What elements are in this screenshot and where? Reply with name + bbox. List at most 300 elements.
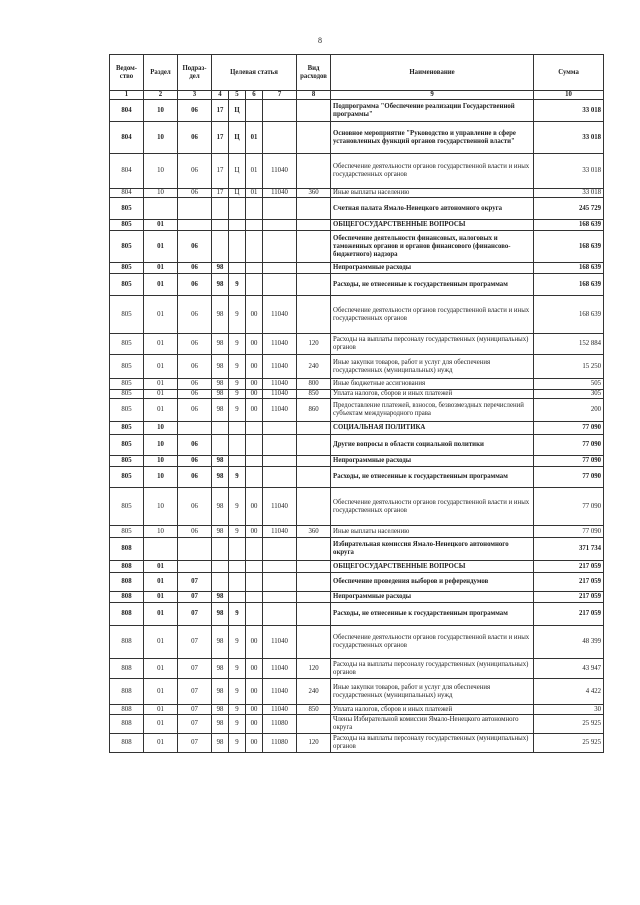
target-article-cell [246,456,263,467]
vedomstvo-cell: 805 [110,456,144,467]
expense-type-cell: 360 [297,189,331,198]
podrazdel-cell: 06 [178,399,212,422]
vedomstvo-cell: 805 [110,355,144,379]
target-article-cell [263,456,297,467]
table-row [110,379,604,390]
expense-type-cell [297,296,331,334]
target-article-cell: 17 [212,189,229,198]
target-article-cell: 98 [212,467,229,488]
expense-type-cell: 860 [297,399,331,422]
table-row [110,734,604,753]
vedomstvo-cell: 805 [110,422,144,435]
razdel-cell: 10 [144,189,178,198]
sum-cell: 168 639 [534,296,604,334]
razdel-cell: 01 [144,399,178,422]
vedomstvo-cell: 808 [110,679,144,705]
name-cell: Предоставление платежей, взносов, безвозмездных перечислений субъектам международного права [331,399,534,422]
target-article-cell: 98 [212,705,229,715]
column-number: 5 [229,91,246,100]
razdel-cell [144,198,178,220]
target-article-cell [212,538,229,561]
target-article-cell [263,467,297,488]
expense-type-cell [297,456,331,467]
target-article-cell: 98 [212,734,229,753]
table-row [110,526,604,538]
table-row [110,435,604,456]
table-row [110,456,604,467]
sum-cell: 77 090 [534,488,604,526]
expense-type-cell [297,274,331,296]
sum-cell: 33 018 [534,122,604,154]
table-row [110,573,604,592]
target-article-cell [263,274,297,296]
target-article-cell: 98 [212,274,229,296]
target-article-cell: 11080 [263,715,297,734]
target-article-cell: 11040 [263,189,297,198]
sum-cell: 43 947 [534,659,604,679]
target-article-cell: 11040 [263,705,297,715]
target-article-cell: 98 [212,659,229,679]
target-article-cell: 98 [212,456,229,467]
razdel-cell: 10 [144,100,178,122]
target-article-cell: 00 [246,715,263,734]
podrazdel-cell: 06 [178,467,212,488]
target-article-cell: 11040 [263,334,297,355]
sum-cell: 245 729 [534,198,604,220]
target-article-cell [229,231,246,263]
target-article-cell: 98 [212,679,229,705]
target-article-cell [263,100,297,122]
podrazdel-cell [178,538,212,561]
name-cell: Обеспечение деятельности органов государственной власти и иных государственных органов [331,626,534,659]
target-article-cell [246,467,263,488]
target-article-cell: 00 [246,334,263,355]
table-row [110,715,604,734]
expense-type-cell [297,626,331,659]
table-row [110,603,604,626]
target-article-cell [263,231,297,263]
target-article-cell: 98 [212,399,229,422]
table-row [110,705,604,715]
podrazdel-cell: 07 [178,603,212,626]
target-article-cell: 98 [212,526,229,538]
column-number: 6 [246,91,263,100]
podrazdel-cell: 06 [178,456,212,467]
target-article-cell: 98 [212,715,229,734]
target-article-cell [229,561,246,573]
name-cell: Подпрограмма "Обеспечение реализации Государственной программы" [331,100,534,122]
razdel-cell: 01 [144,715,178,734]
table-row [110,154,604,189]
razdel-cell: 01 [144,263,178,274]
name-cell: Обеспечение деятельности органов государственной власти и иных государственных органов [331,296,534,334]
column-number: 10 [534,91,604,100]
table-row [110,399,604,422]
header-vedomstvo: Ведом-ство [110,55,144,91]
podrazdel-cell: 07 [178,715,212,734]
table-row [110,488,604,526]
razdel-cell: 01 [144,592,178,603]
sum-cell: 77 090 [534,456,604,467]
sum-cell: 305 [534,390,604,399]
podrazdel-cell: 06 [178,435,212,456]
name-cell: Расходы на выплаты персоналу государственных (муниципальных) органов [331,734,534,753]
podrazdel-cell: 06 [178,189,212,198]
target-article-cell: 01 [246,189,263,198]
expense-type-cell: 120 [297,734,331,753]
target-article-cell: 98 [212,379,229,390]
razdel-cell: 01 [144,231,178,263]
table-row [110,538,604,561]
target-article-cell: 98 [212,592,229,603]
target-article-cell [212,220,229,231]
target-article-cell [212,231,229,263]
vedomstvo-cell: 805 [110,220,144,231]
name-cell: Непрограммные расходы [331,456,534,467]
target-article-cell [229,263,246,274]
expense-type-cell [297,435,331,456]
podrazdel-cell: 06 [178,274,212,296]
razdel-cell: 01 [144,734,178,753]
sum-cell: 33 018 [534,189,604,198]
target-article-cell: 9 [229,488,246,526]
target-article-cell: 9 [229,526,246,538]
target-article-cell: Ц [229,100,246,122]
sum-cell: 200 [534,399,604,422]
target-article-cell [229,573,246,592]
target-article-cell: 00 [246,679,263,705]
target-article-cell [229,220,246,231]
target-article-cell: 17 [212,154,229,189]
razdel-cell: 01 [144,679,178,705]
column-number: 4 [212,91,229,100]
target-article-cell [212,573,229,592]
razdel-cell: 01 [144,659,178,679]
target-article-cell [263,538,297,561]
expense-type-cell [297,154,331,189]
target-article-cell: 9 [229,679,246,705]
target-article-cell: 98 [212,488,229,526]
sum-cell: 505 [534,379,604,390]
sum-cell: 217 059 [534,592,604,603]
table-row [110,122,604,154]
expense-type-cell: 850 [297,390,331,399]
razdel-cell: 01 [144,390,178,399]
vedomstvo-cell: 808 [110,626,144,659]
vedomstvo-cell: 805 [110,334,144,355]
sum-cell: 168 639 [534,274,604,296]
podrazdel-cell: 06 [178,154,212,189]
name-cell: Члены Избирательной комиссии Ямало-Ненецкого автономного округа [331,715,534,734]
target-article-cell [246,592,263,603]
target-article-cell: 98 [212,390,229,399]
column-number-row [110,91,604,100]
sum-cell: 168 639 [534,263,604,274]
expense-type-cell [297,231,331,263]
name-cell: Иные выплаты населению [331,189,534,198]
razdel-cell: 10 [144,154,178,189]
name-cell: Расходы на выплаты персоналу государственных (муниципальных) органов [331,659,534,679]
page-number: 8 [318,36,322,45]
vedomstvo-cell: 805 [110,435,144,456]
target-article-cell [263,435,297,456]
target-article-cell: 9 [229,379,246,390]
target-article-cell: 11040 [263,488,297,526]
vedomstvo-cell: 808 [110,659,144,679]
target-article-cell: 17 [212,100,229,122]
target-article-cell: 9 [229,734,246,753]
name-cell: ОБЩЕГОСУДАРСТВЕННЫЕ ВОПРОСЫ [331,561,534,573]
vedomstvo-cell: 805 [110,263,144,274]
razdel-cell: 10 [144,456,178,467]
name-cell: Уплата налогов, сборов и иных платежей [331,705,534,715]
target-article-cell [246,231,263,263]
podrazdel-cell: 06 [178,296,212,334]
razdel-cell: 01 [144,220,178,231]
vedomstvo-cell: 805 [110,526,144,538]
column-number: 7 [263,91,297,100]
target-article-cell: 17 [212,122,229,154]
header-row [110,55,604,91]
razdel-cell: 10 [144,422,178,435]
sum-cell: 77 090 [534,526,604,538]
target-article-cell [246,573,263,592]
sum-cell: 168 639 [534,220,604,231]
name-cell: Расходы, не отнесенные к государственным программам [331,467,534,488]
expense-type-cell: 360 [297,526,331,538]
target-article-cell: 00 [246,390,263,399]
expense-type-cell [297,422,331,435]
name-cell: Иные выплаты населению [331,526,534,538]
name-cell: Обеспечение деятельности органов государственной власти и иных государственных органов [331,488,534,526]
sum-cell: 77 090 [534,467,604,488]
header-sum: Сумма [534,55,604,91]
razdel-cell: 01 [144,573,178,592]
table-row [110,100,604,122]
budget-table [109,54,604,753]
sum-cell: 48 399 [534,626,604,659]
podrazdel-cell [178,561,212,573]
expense-type-cell: 240 [297,679,331,705]
sum-cell: 33 018 [534,154,604,189]
target-article-cell: 01 [246,122,263,154]
table-row [110,274,604,296]
name-cell: Непрограммные расходы [331,263,534,274]
table-row [110,422,604,435]
table-row [110,355,604,379]
sum-cell: 25 925 [534,715,604,734]
sum-cell: 371 734 [534,538,604,561]
target-article-cell [263,573,297,592]
podrazdel-cell: 06 [178,231,212,263]
target-article-cell: Ц [229,189,246,198]
podrazdel-cell: 06 [178,122,212,154]
target-article-cell: 11040 [263,379,297,390]
target-article-cell: 00 [246,659,263,679]
vedomstvo-cell: 805 [110,296,144,334]
expense-type-cell [297,100,331,122]
target-article-cell [212,435,229,456]
target-article-cell [229,538,246,561]
table-row [110,390,604,399]
vedomstvo-cell: 805 [110,274,144,296]
target-article-cell: 01 [246,154,263,189]
target-article-cell [263,603,297,626]
razdel-cell: 01 [144,603,178,626]
target-article-cell: 9 [229,390,246,399]
expense-type-cell [297,715,331,734]
razdel-cell: 10 [144,467,178,488]
sum-cell: 217 059 [534,603,604,626]
table-row [110,592,604,603]
expense-type-cell: 120 [297,659,331,679]
expense-type-cell: 850 [297,705,331,715]
target-article-cell [212,561,229,573]
expense-type-cell [297,561,331,573]
target-article-cell [246,561,263,573]
target-article-cell [212,198,229,220]
column-number: 9 [331,91,534,100]
target-article-cell [246,435,263,456]
name-cell: Иные бюджетные ассигнования [331,379,534,390]
vedomstvo-cell: 805 [110,390,144,399]
podrazdel-cell: 07 [178,679,212,705]
vedomstvo-cell: 805 [110,467,144,488]
vedomstvo-cell: 804 [110,122,144,154]
razdel-cell: 10 [144,435,178,456]
sum-cell: 77 090 [534,422,604,435]
target-article-cell [263,263,297,274]
table-row [110,561,604,573]
expense-type-cell [297,122,331,154]
target-article-cell [229,198,246,220]
target-article-cell: 9 [229,659,246,679]
table-row [110,296,604,334]
table-row [110,263,604,274]
vedomstvo-cell: 804 [110,100,144,122]
target-article-cell: 11040 [263,659,297,679]
razdel-cell: 01 [144,626,178,659]
podrazdel-cell: 06 [178,488,212,526]
podrazdel-cell: 07 [178,573,212,592]
razdel-cell: 10 [144,122,178,154]
razdel-cell: 01 [144,334,178,355]
target-article-cell: 98 [212,603,229,626]
name-cell: Непрограммные расходы [331,592,534,603]
sum-cell: 168 639 [534,231,604,263]
target-article-cell: 9 [229,626,246,659]
expense-type-cell [297,592,331,603]
target-article-cell: 00 [246,399,263,422]
podrazdel-cell: 07 [178,592,212,603]
podrazdel-cell [178,220,212,231]
target-article-cell: 11040 [263,399,297,422]
vedomstvo-cell: 808 [110,573,144,592]
podrazdel-cell: 06 [178,526,212,538]
target-article-cell: 11040 [263,355,297,379]
target-article-cell [263,198,297,220]
target-article-cell: 00 [246,734,263,753]
target-article-cell: 98 [212,334,229,355]
sum-cell: 77 090 [534,435,604,456]
name-cell: Расходы, не отнесенные к государственным программам [331,274,534,296]
target-article-cell [246,274,263,296]
target-article-cell: 9 [229,334,246,355]
name-cell: Обеспечение деятельности финансовых, налоговых и таможенных органов и органов финансового (финансово-бюджетного) надзора [331,231,534,263]
target-article-cell: 98 [212,263,229,274]
vedomstvo-cell: 808 [110,592,144,603]
podrazdel-cell [178,198,212,220]
target-article-cell: 11040 [263,154,297,189]
target-article-cell: 11040 [263,626,297,659]
sum-cell: 30 [534,705,604,715]
target-article-cell [246,100,263,122]
target-article-cell [212,422,229,435]
target-article-cell: 9 [229,296,246,334]
header-podrazdel: Подраз-дел [178,55,212,91]
expense-type-cell [297,573,331,592]
header-razdel: Раздел [144,55,178,91]
target-article-cell: 9 [229,603,246,626]
podrazdel-cell: 07 [178,734,212,753]
column-number: 1 [110,91,144,100]
expense-type-cell [297,603,331,626]
vedomstvo-cell: 805 [110,198,144,220]
target-article-cell [246,538,263,561]
target-article-cell: 9 [229,467,246,488]
target-article-cell: 11040 [263,390,297,399]
target-article-cell [263,592,297,603]
name-cell: Расходы, не отнесенные к государственным программам [331,603,534,626]
vedomstvo-cell: 808 [110,538,144,561]
expense-type-cell [297,467,331,488]
podrazdel-cell: 06 [178,379,212,390]
column-number: 8 [297,91,331,100]
vedomstvo-cell: 808 [110,603,144,626]
name-cell: Основное мероприятие "Руководство и управление в сфере установленных функций органов государственной власти" [331,122,534,154]
name-cell: Уплата налогов, сборов и иных платежей [331,390,534,399]
expense-type-cell: 120 [297,334,331,355]
name-cell: Другие вопросы в области социальной политики [331,435,534,456]
name-cell: ОБЩЕГОСУДАРСТВЕННЫЕ ВОПРОСЫ [331,220,534,231]
header-target-article: Целевая статья [212,55,297,91]
target-article-cell [263,422,297,435]
target-article-cell: 11040 [263,679,297,705]
vedomstvo-cell: 808 [110,734,144,753]
target-article-cell: 9 [229,705,246,715]
column-number: 3 [178,91,212,100]
target-article-cell: 00 [246,526,263,538]
sum-cell: 15 250 [534,355,604,379]
name-cell: Избирательная комиссия Ямало-Ненецкого автономного округа [331,538,534,561]
target-article-cell: Ц [229,154,246,189]
table-row [110,220,604,231]
expense-type-cell [297,538,331,561]
name-cell: Обеспечение проведения выборов и референдумов [331,573,534,592]
name-cell: Иные закупки товаров, работ и услуг для обеспечения государственных (муниципальных) нужд [331,355,534,379]
name-cell: Обеспечение деятельности органов государственной власти и иных государственных органов [331,154,534,189]
expense-type-cell [297,488,331,526]
target-article-cell [229,422,246,435]
target-article-cell [246,198,263,220]
target-article-cell: 11040 [263,296,297,334]
vedomstvo-cell: 805 [110,488,144,526]
razdel-cell [144,538,178,561]
target-article-cell [246,263,263,274]
name-cell: СОЦИАЛЬНАЯ ПОЛИТИКА [331,422,534,435]
table-row [110,467,604,488]
name-cell: Расходы на выплаты персоналу государственных (муниципальных) органов [331,334,534,355]
